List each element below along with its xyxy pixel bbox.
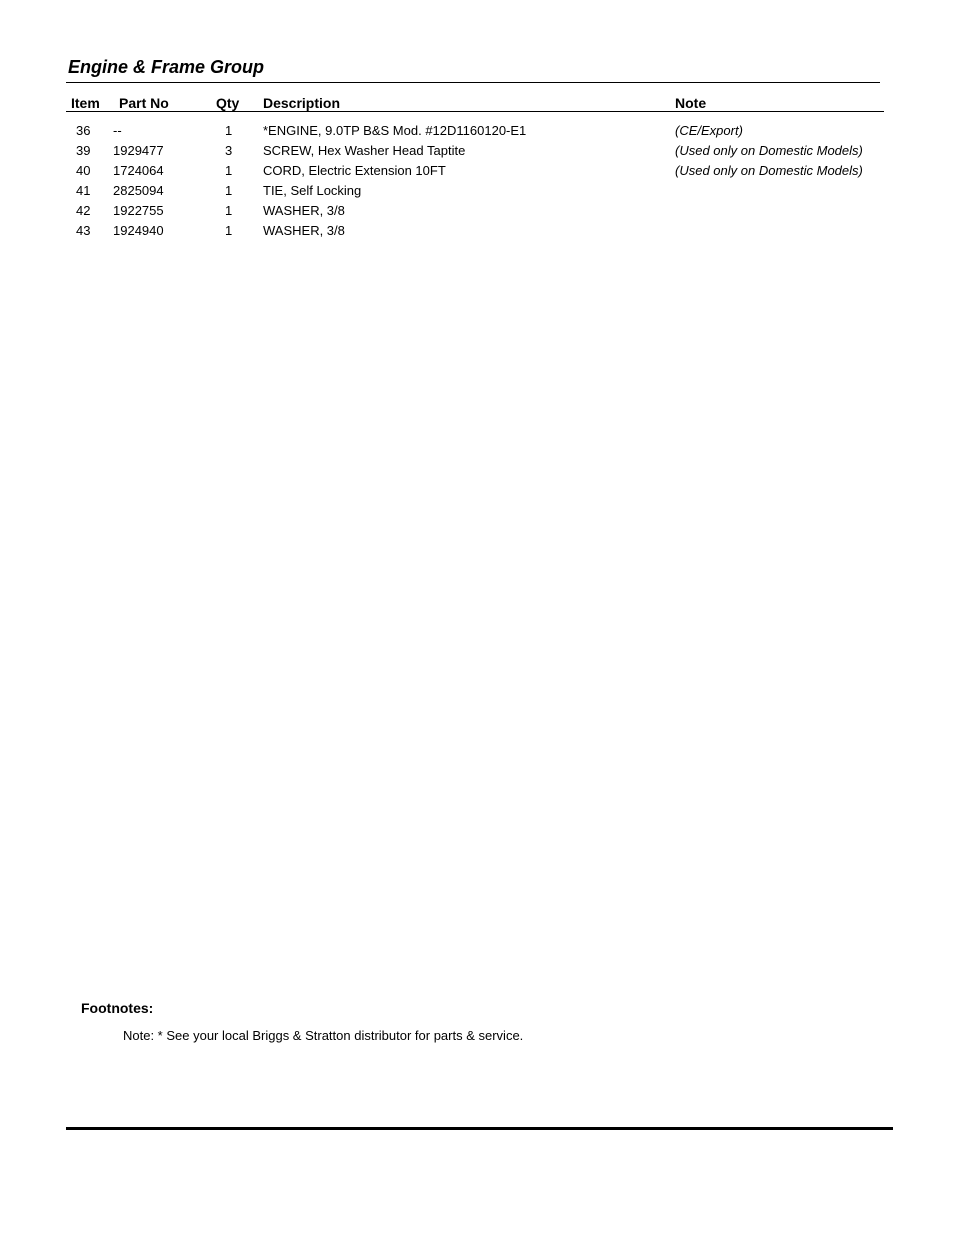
row-part-no: 1922755 xyxy=(113,203,164,218)
table-header xyxy=(0,94,954,112)
row-item: 41 xyxy=(76,183,91,198)
row-item: 39 xyxy=(76,143,91,158)
row-note: (Used only on Domestic Models) xyxy=(675,143,863,158)
row-item: 42 xyxy=(76,203,91,218)
parts-table-body xyxy=(0,121,954,241)
row-part-no: -- xyxy=(113,123,122,138)
row-part-no: 1724064 xyxy=(113,163,164,178)
row-part-no: 1929477 xyxy=(113,143,164,158)
header-note: Note xyxy=(675,95,707,111)
row-qty: 3 xyxy=(225,143,233,158)
row-item: 43 xyxy=(76,223,91,238)
row-note: (Used only on Domestic Models) xyxy=(675,163,863,178)
row-note: (CE/Export) xyxy=(675,123,743,138)
table-row xyxy=(0,161,954,181)
row-description: *ENGINE, 9.0TP B&S Mod. #12D1160120-E1 xyxy=(263,123,527,138)
row-qty: 1 xyxy=(225,203,233,218)
table-row xyxy=(0,121,954,141)
footnotes-heading: Footnotes: xyxy=(81,1000,154,1016)
row-qty: 1 xyxy=(225,163,233,178)
row-item: 40 xyxy=(76,163,91,178)
footnote-text: Note: * See your local Briggs & Stratton distributor for parts & service. xyxy=(123,1028,524,1043)
header-description: Description xyxy=(263,95,341,111)
row-part-no: 2825094 xyxy=(113,183,164,198)
row-description: SCREW, Hex Washer Head Taptite xyxy=(263,143,466,158)
header-qty: Qty xyxy=(216,95,240,111)
bottom-divider xyxy=(66,1127,893,1130)
row-description: CORD, Electric Extension 10FT xyxy=(263,163,446,178)
header-part-no: Part No xyxy=(119,95,169,111)
table-row xyxy=(0,141,954,161)
table-row xyxy=(0,181,954,201)
table-row xyxy=(0,201,954,221)
page-title: Engine & Frame Group xyxy=(68,57,265,77)
header-item: Item xyxy=(71,95,100,111)
row-qty: 1 xyxy=(225,183,233,198)
row-description: WASHER, 3/8 xyxy=(263,223,345,238)
table-row xyxy=(0,221,954,241)
row-qty: 1 xyxy=(225,123,233,138)
row-description: TIE, Self Locking xyxy=(263,183,362,198)
title-divider xyxy=(66,82,880,83)
header-divider xyxy=(66,111,884,112)
row-part-no: 1924940 xyxy=(113,223,164,238)
row-item: 36 xyxy=(76,123,91,138)
row-description: WASHER, 3/8 xyxy=(263,203,345,218)
row-qty: 1 xyxy=(225,223,233,238)
